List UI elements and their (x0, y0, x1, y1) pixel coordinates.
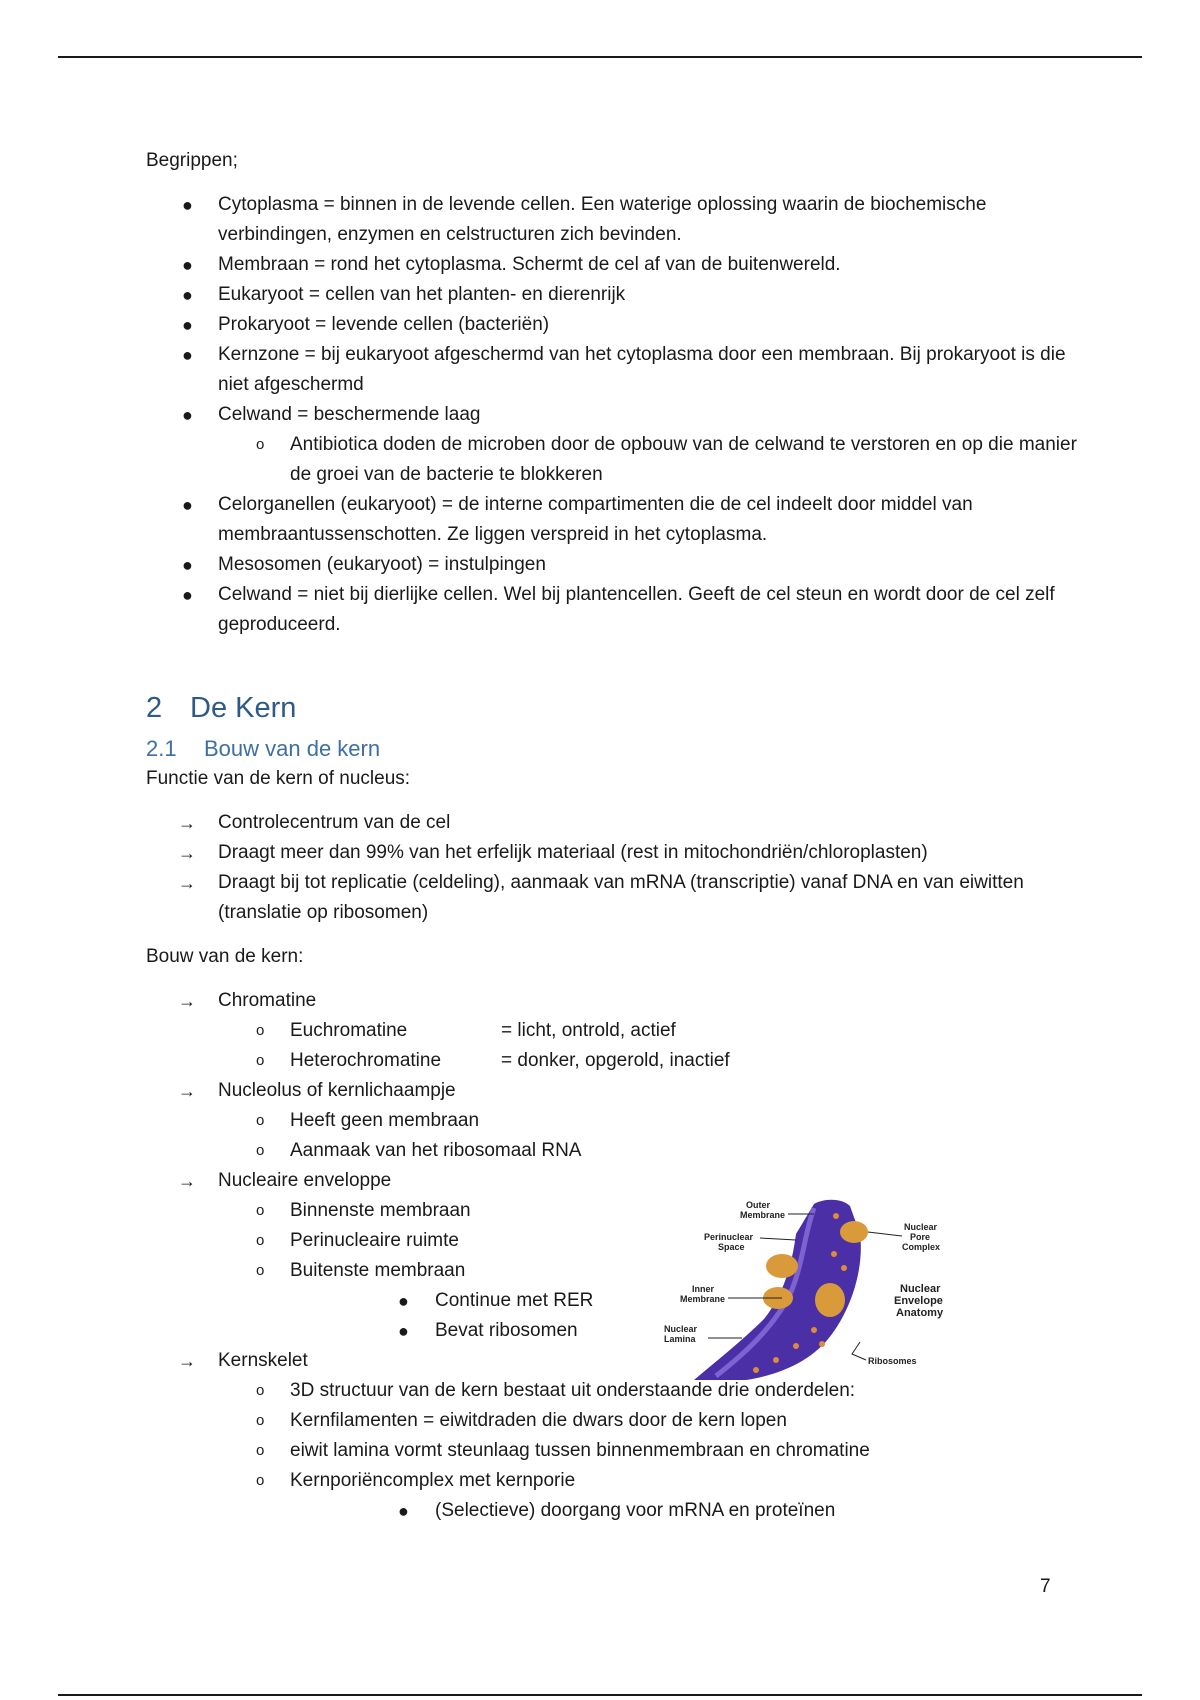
circle-bullet-icon: o (256, 1412, 265, 1429)
bullet-icon: ● (182, 495, 193, 515)
label-nuclear-lamina: Nuclear (664, 1324, 698, 1334)
list-item: o Heeft geen membraan (146, 1106, 1086, 1136)
page-number: 7 (1040, 1576, 1051, 1597)
list-item: o Heterochromatine = donker, opgerold, inactief (146, 1046, 1086, 1076)
bullet-icon: ● (398, 1291, 409, 1311)
ribosome (833, 1213, 839, 1219)
list-item: → Kernskelet (146, 1346, 1086, 1376)
list-item: o Kernporiëncomplex met kernporie (146, 1466, 1086, 1496)
label-nuclear-lamina: Lamina (664, 1334, 696, 1344)
circle-bullet-icon: o (256, 1382, 265, 1399)
circle-bullet-icon: o (256, 1112, 265, 1129)
list-item: o eiwit lamina vormt steunlaag tussen binnenmembraan en chromatine (146, 1436, 1086, 1466)
circle-bullet-icon: o (256, 436, 265, 453)
label-anatomy: Anatomy (896, 1307, 944, 1319)
list-item: ● Eukaryoot = cellen van het planten- en dierenrijk (146, 280, 1086, 310)
bullet-icon: ● (398, 1321, 409, 1341)
list-item: → Controlecentrum van de cel (146, 808, 1086, 838)
circle-bullet-icon: o (256, 1232, 265, 1249)
list-item: ● Kernzone = bij eukaryoot afgeschermd van het cytoplasma door een membraan. Bij prokaryoot is die niet afgeschermd (146, 340, 1086, 400)
label-outer-membrane: Membrane (740, 1210, 786, 1220)
list-item: ● Continue met RER (146, 1286, 1086, 1316)
bullet-icon: ● (398, 1501, 409, 1521)
list-item: ● Celwand = beschermende laag (146, 400, 1086, 430)
ribosome (811, 1327, 817, 1333)
ribosome (773, 1357, 779, 1363)
list-item: o 3D structuur van de kern bestaat uit onderstaande drie onderdelen: (146, 1376, 1086, 1406)
ribosome (753, 1367, 759, 1373)
list-item: ● Cytoplasma = binnen in de levende cellen. Een waterige oplossing waarin de biochemische verbindingen, enzymen en celstructuren zich bevinden. (146, 190, 1086, 250)
circle-bullet-icon: o (256, 1442, 265, 1459)
list-item: → Nucleaire enveloppe (146, 1166, 1086, 1196)
bullet-icon: ● (182, 405, 193, 425)
label-anatomy: Envelope (894, 1295, 943, 1307)
arrow-icon: → (178, 813, 196, 833)
circle-bullet-icon: o (256, 1022, 265, 1039)
label-perinuclear-space: Space (718, 1242, 745, 1252)
nuclear-pore (766, 1254, 798, 1278)
footer-rule (58, 1694, 1142, 1696)
section-heading: 2 De Kern (146, 692, 297, 724)
list-item: o Binnenste membraan (146, 1196, 1086, 1226)
list-item: ● Celwand = niet bij dierlijke cellen. Wel bij plantencellen. Geeft de cel steun en wordt door de cel zelf geproduceerd. (146, 580, 1086, 640)
bullet-icon: ● (182, 285, 193, 305)
list-item: ● Membraan = rond het cytoplasma. Schermt de cel af van de buitenwereld. (146, 250, 1086, 280)
list-item: o Kernfilamenten = eiwitdraden die dwars door de kern lopen (146, 1406, 1086, 1436)
bullet-icon: ● (182, 555, 193, 575)
bullet-icon: ● (182, 345, 193, 365)
circle-bullet-icon: o (256, 1142, 265, 1159)
function-heading: Functie van de kern of nucleus: (146, 768, 411, 789)
circle-bullet-icon: o (256, 1472, 265, 1489)
ribosome (819, 1341, 825, 1347)
bullet-icon: ● (182, 585, 193, 605)
nuclear-pore (815, 1283, 845, 1317)
begrippen-heading: Begrippen; (146, 150, 238, 171)
list-item: → Draagt meer dan 99% van het erfelijk materiaal (rest in mitochondriën/chloroplasten) (146, 838, 1086, 868)
label-ribosomes: Ribosomes (868, 1356, 917, 1366)
list-item: → Chromatine (146, 986, 1086, 1016)
ribosome (841, 1265, 847, 1271)
ribosome (831, 1251, 837, 1257)
nuclear-pore (840, 1221, 868, 1243)
list-item: ● Prokaryoot = levende cellen (bacteriën) (146, 310, 1086, 340)
list-item: o Perinucleaire ruimte (146, 1226, 1086, 1256)
list-item: o Euchromatine = licht, ontrold, actief (146, 1016, 1086, 1046)
circle-bullet-icon: o (256, 1202, 265, 1219)
list-item: ● (Selectieve) doorgang voor mRNA en proteïnen (146, 1496, 1086, 1526)
list-item: ● Celorganellen (eukaryoot) = de interne compartimenten die de cel indeelt door middel van membraantussenschotten. Ze liggen verspreid in het cytoplasma. (146, 490, 1086, 550)
circle-bullet-icon: o (256, 1052, 265, 1069)
leader-line (868, 1232, 902, 1236)
label-nuclear-pore-complex: Pore (910, 1232, 931, 1242)
label-inner-membrane: Inner (692, 1284, 715, 1294)
list-item: → Draagt bij tot replicatie (celdeling), aanmaak van mRNA (transcriptie) vanaf DNA en van eiwitten (translatie op ribosomen) (146, 868, 1086, 928)
nuclear-envelope-figure (664, 1194, 964, 1384)
leader-line (852, 1342, 866, 1360)
arrow-icon: → (178, 1351, 196, 1371)
label-nuclear-pore-complex: Nuclear (904, 1222, 938, 1232)
list-item: o Antibiotica doden de microben door de opbouw van de celwand te verstoren en op die manier de groei van de bacterie te blokkeren (146, 430, 1086, 490)
structure-heading: Bouw van de kern: (146, 946, 304, 967)
list-item: ● Bevat ribosomen (146, 1316, 1086, 1346)
circle-bullet-icon: o (256, 1262, 265, 1279)
leader-line (760, 1238, 796, 1240)
label-anatomy: Nuclear (900, 1283, 941, 1295)
ribosome (793, 1343, 799, 1349)
arrow-icon: → (178, 1171, 196, 1191)
bullet-icon: ● (182, 315, 193, 335)
label-perinuclear-space: Perinuclear (704, 1232, 754, 1242)
arrow-icon: → (178, 873, 196, 893)
subsection-heading: 2.1 Bouw van de kern (146, 736, 381, 761)
label-inner-membrane: Membrane (680, 1294, 726, 1304)
bullet-icon: ● (182, 195, 193, 215)
header-rule (58, 56, 1142, 58)
list-item: → Nucleolus of kernlichaampje (146, 1076, 1086, 1106)
list-item: o Buitenste membraan (146, 1256, 1086, 1286)
label-nuclear-pore-complex: Complex (902, 1242, 941, 1252)
label-outer-membrane: Outer (746, 1200, 771, 1210)
bullet-icon: ● (182, 255, 193, 275)
arrow-icon: → (178, 843, 196, 863)
list-item: o Aanmaak van het ribosomaal RNA (146, 1136, 1086, 1166)
arrow-icon: → (178, 991, 196, 1011)
list-item: ● Mesosomen (eukaryoot) = instulpingen (146, 550, 1086, 580)
arrow-icon: → (178, 1081, 196, 1101)
